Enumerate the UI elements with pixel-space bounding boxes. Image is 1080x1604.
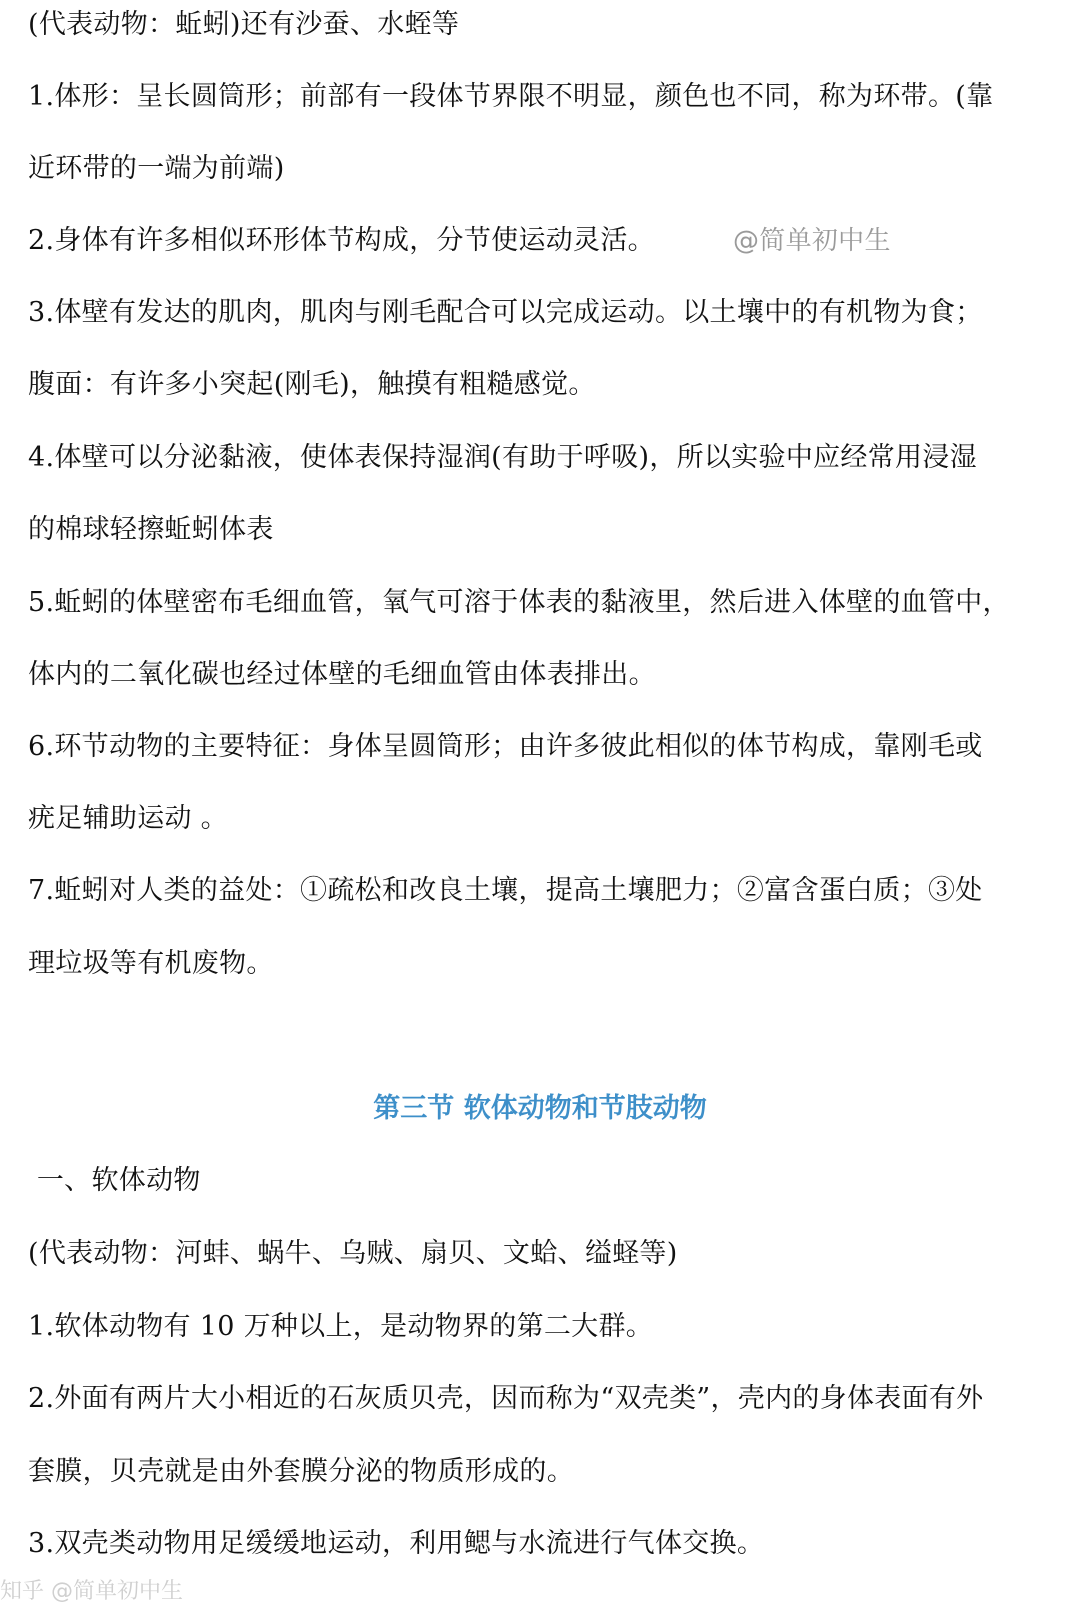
text-line: 1.体形：呈长圆筒形；前部有一段体节界限不明显，颜色也不同，称为环带。(靠 [28, 81, 994, 112]
text-line: 腹面：有许多小突起(刚毛)，触摸有粗糙感觉。 [28, 369, 596, 400]
text-line: 2.外面有两片大小相近的石灰质贝壳，因而称为“双壳类”，壳内的身体表面有外 [28, 1383, 984, 1414]
section-heading: 第三节 软体动物和节肢动物 [373, 1093, 707, 1124]
text-line: 1.软体动物有 10 万种以上，是动物界的第二大群。 [28, 1311, 654, 1342]
text-line: 体内的二氧化碳也经过体壁的毛细血管由体表排出。 [28, 659, 656, 690]
text-line: 3.体壁有发达的肌肉，肌肉与刚毛配合可以完成运动。以土壤中的有机物为食； [28, 297, 983, 328]
text-line: (代表动物：河蚌、蜗牛、乌贼、扇贝、文蛤、缢蛏等) [28, 1238, 678, 1269]
text-line: 理垃圾等有机废物。 [28, 948, 274, 979]
corner-watermark: 知乎 @简单初中生 [0, 1579, 183, 1604]
text-line: 疣足辅助运动 。 [28, 803, 228, 834]
text-line [28, 224, 1038, 258]
text-line: 3.双壳类动物用足缓缓地运动，利用鳃与水流进行气体交换。 [28, 1528, 765, 1559]
watermark-text: @简单初中生 [732, 226, 891, 256]
text-line: (代表动物：蚯蚓)还有沙蚕、水蛭等 [28, 9, 460, 40]
text-line: 6.环节动物的主要特征：身体呈圆筒形；由许多彼此相似的体节构成，靠刚毛或 [28, 731, 983, 762]
text-line: 套膜，贝壳就是由外套膜分泌的物质形成的。 [28, 1456, 574, 1487]
text-line: 5.蚯蚓的体壁密布毛细血管，氧气可溶于体表的黏液里，然后进入体壁的血管中， [28, 587, 1010, 618]
text-line: 7.蚯蚓对人类的益处：①疏松和改良土壤，提高土壤肥力；②富含蛋白质；③处 [28, 875, 983, 906]
text-line: 4.体壁可以分泌黏液，使体表保持湿润(有助于呼吸)，所以实验中应经常用浸湿 [28, 442, 977, 473]
text-line: 近环带的一端为前端) [28, 153, 285, 184]
text-line-content: 2.身体有许多相似环形体节构成，分节使运动灵活。 [28, 225, 655, 256]
text-line: 的棉球轻擦蚯蚓体表 [28, 514, 274, 545]
subsection-heading: 一、软体动物 [28, 1165, 201, 1196]
